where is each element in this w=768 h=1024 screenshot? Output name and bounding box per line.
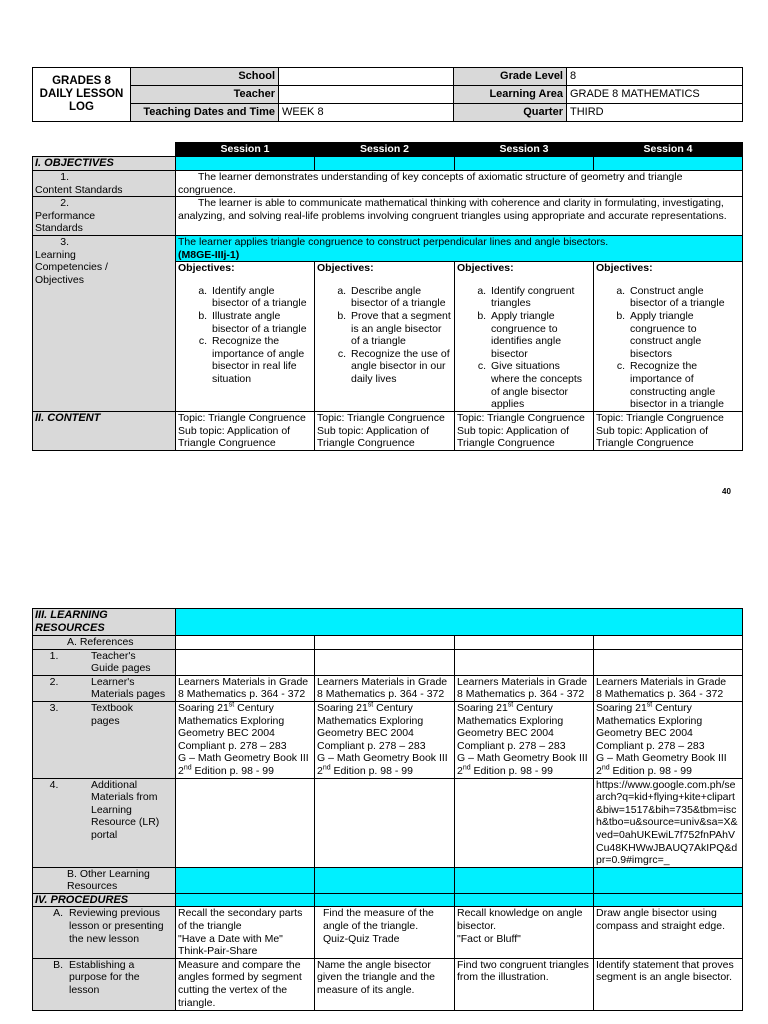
session-3-objectives [455, 262, 594, 412]
textbook-cell: Soaring 21st Century Mathematics Exploring Geometry BEC 2004 Compliant p. 278 – 283 G – Math Geometry Book III 2nd Edition p. 98 - 99 [176, 701, 315, 778]
grades-label: GRADES 8 DAILY LESSON LOG [33, 68, 131, 122]
procedures-cyan-cell [176, 893, 315, 907]
session-2-header: Session 2 [315, 143, 455, 157]
content-standards-label: 1.Content Standards [33, 171, 176, 197]
school-label: School [131, 68, 279, 86]
textbook-cell: Soaring 21st Century Mathematics Exploring Geometry BEC 2004 Compliant p. 278 – 283 G – Math Geometry Book III 2nd Edition p. 98 - 99 [594, 701, 743, 778]
other-resources-cell [176, 867, 315, 893]
session-1-content: Topic: Triangle Congruence Sub topic: Application of Triangle Congruence [176, 412, 315, 451]
teachers-guide-cell [455, 649, 594, 675]
objectives-cyan-cell [315, 157, 455, 171]
competencies-label: 3.Learning Competencies / Objectives [33, 235, 176, 411]
objective-item: a. Describe angle bisector of a triangle [349, 285, 452, 310]
learners-materials-label: 2. Learner's Materials pages [33, 675, 176, 701]
teachers-guide-cell [594, 649, 743, 675]
session-2-content: Topic: Triangle Congruence Sub topic: Application of Triangle Congruence [315, 412, 455, 451]
session-1-objectives [176, 262, 315, 412]
learners-materials-cell: Learners Materials in Grade 8 Mathematics p. 364 - 372 [176, 675, 315, 701]
resources-table [32, 608, 743, 1011]
procedure-a-session-1: Recall the secondary parts of the triangle "Have a Date with Me" Think-Pair-Share [176, 907, 315, 958]
references-cell [455, 636, 594, 650]
objective-item: a. Construct angle bisector of a triangle [628, 285, 740, 310]
teachers-guide-cell [176, 649, 315, 675]
performance-standards-text: The learner is able to communicate mathematical thinking with coherence and clarity in formulating, investigating, analyzing, and solving real-life problems involving congruent triangles using appropriate and accurate representations. [176, 197, 743, 236]
additional-materials-cell [315, 778, 455, 867]
procedure-b-session-1: Measure and compare the angles formed by segment cutting the vertex of the triangle. [176, 958, 315, 1010]
objectives-cyan-cell [455, 157, 594, 171]
learning-area-label: Learning Area [454, 86, 567, 104]
objective-item: b. Apply triangle congruence to construct angle bisectors [628, 310, 740, 360]
objectives-label: Objectives: [457, 262, 514, 275]
procedures-cyan-cell [315, 893, 455, 907]
quarter-label: Quarter [454, 104, 567, 122]
session-3-content: Topic: Triangle Congruence Sub topic: Application of Triangle Congruence [455, 412, 594, 451]
objective-item: b. Apply triangle congruence to identifies angle bisector [489, 310, 591, 360]
objectives-label: Objectives: [317, 262, 374, 275]
quarter-field[interactable]: THIRD [567, 104, 743, 122]
competencies-code: (M8GE-IIIj-1) [178, 248, 240, 261]
procedure-b-session-2: Name the angle bisector given the triangle and the measure of its angle. [315, 958, 455, 1010]
other-resources-cell [594, 867, 743, 893]
session-1-header: Session 1 [176, 143, 315, 157]
teachers-guide-label: 1. Teacher's Guide pages [33, 649, 176, 675]
procedure-b-label: B. Establishing a purpose for the lesson [33, 958, 176, 1010]
references-label: A. References [33, 636, 176, 650]
session-4-header: Session 4 [594, 143, 743, 157]
procedures-cyan-cell [455, 893, 594, 907]
other-resources-cell [315, 867, 455, 893]
objective-item: b. Prove that a segment is an angle bisector of a triangle [349, 310, 452, 348]
learners-materials-cell: Learners Materials in Grade 8 Mathematics p. 364 - 372 [455, 675, 594, 701]
session-2-objectives [315, 262, 455, 412]
session-3-header: Session 3 [455, 143, 594, 157]
session-header-spacer [33, 143, 176, 157]
procedure-a-session-3: Recall knowledge on angle bisector. "Fact or Bluff" [455, 907, 594, 958]
page-number: 40 [722, 487, 731, 496]
teacher-label: Teacher [131, 86, 279, 104]
session-4-objectives [594, 262, 743, 412]
content-heading: II. CONTENT [33, 412, 176, 451]
references-cell [315, 636, 455, 650]
performance-standards-label: 2.Performance Standards [33, 197, 176, 236]
resources-cyan-cell [176, 609, 743, 636]
dates-field[interactable]: WEEK 8 [279, 104, 454, 122]
objective-item: c. Recognize the importance of angle bisector in real life situation [210, 335, 312, 385]
references-cell [176, 636, 315, 650]
objective-item: c. Give situations where the concepts of angle bisector applies [489, 360, 591, 410]
additional-materials-cell [176, 778, 315, 867]
objective-item: a. Identify angle bisector of a triangle [210, 285, 312, 310]
grade-level-label: Grade Level [454, 68, 567, 86]
procedure-a-session-4: Draw angle bisector using compass and straight edge. [594, 907, 743, 958]
procedure-b-session-4: Identify statement that proves segment is an angle bisector. [594, 958, 743, 1010]
teacher-field[interactable] [279, 86, 454, 104]
learners-materials-cell: Learners Materials in Grade 8 Mathematics p. 364 - 372 [315, 675, 455, 701]
objective-item: a. Identify congruent triangles [489, 285, 591, 310]
objective-item: b. Illustrate angle bisector of a triangle [210, 310, 312, 335]
objectives-heading: I. OBJECTIVES [33, 157, 176, 171]
grade-level-field[interactable]: 8 [567, 68, 743, 86]
learners-materials-cell: Learners Materials in Grade 8 Mathematics p. 364 - 372 [594, 675, 743, 701]
dates-label: Teaching Dates and Time [131, 104, 279, 122]
learning-area-field[interactable]: GRADE 8 MATHEMATICS [567, 86, 743, 104]
content-standards-text: The learner demonstrates understanding of key concepts of axiomatic structure of geometry and triangle congruence. [176, 171, 743, 197]
objective-item: c. Recognize the use of angle bisector in our daily lives [349, 348, 452, 386]
objectives-cyan-cell [176, 157, 315, 171]
references-cell [594, 636, 743, 650]
header-table [32, 67, 743, 122]
procedure-a-label: A. Reviewing previous lesson or presenting the new lesson [33, 907, 176, 958]
additional-materials-cell [455, 778, 594, 867]
teachers-guide-cell [315, 649, 455, 675]
textbook-label: 3. Textbook pages [33, 701, 176, 778]
competencies-statement: The learner applies triangle congruence to construct perpendicular lines and angle bisectors. [178, 235, 609, 248]
competencies-text [176, 235, 743, 261]
school-field[interactable] [279, 68, 454, 86]
procedures-cyan-cell [594, 893, 743, 907]
other-resources-cell [455, 867, 594, 893]
procedure-a-session-2: Find the measure of the angle of the triangle. Quiz-Quiz Trade [315, 907, 455, 958]
objectives-table [32, 142, 743, 451]
resources-heading: III. LEARNING RESOURCES [33, 609, 176, 636]
objectives-label: Objectives: [596, 262, 653, 275]
objectives-label: Objectives: [178, 262, 235, 275]
objective-item: c. Recognize the importance of constructing angle bisector in a triangle [628, 360, 740, 410]
textbook-cell: Soaring 21st Century Mathematics Exploring Geometry BEC 2004 Compliant p. 278 – 283 G – Math Geometry Book III 2nd Edition p. 98 - 99 [315, 701, 455, 778]
other-resources-label: B. Other Learning Resources [33, 867, 176, 893]
additional-materials-label: 4. Additional Materials from Learning Resource (LR) portal [33, 778, 176, 867]
procedures-heading: IV. PROCEDURES [33, 893, 176, 907]
objectives-cyan-cell [594, 157, 743, 171]
procedure-b-session-3: Find two congruent triangles from the illustration. [455, 958, 594, 1010]
session-4-content: Topic: Triangle Congruence Sub topic: Application of Triangle Congruence [594, 412, 743, 451]
additional-materials-link[interactable]: https://www.google.com.ph/search?q=kid+flying+kite+clipart&biw=1517&bih=735&tbm=isch&tbo=u&source=univ&sa=X&ved=0ahUKEwiL7f752fnPAhVCu48KHWwJBAUQ7AkIPQ&dpr=0.9#imgrc=_ [594, 778, 743, 867]
textbook-cell: Soaring 21st Century Mathematics Exploring Geometry BEC 2004 Compliant p. 278 – 283 G – Math Geometry Book III 2nd Edition p. 98 - 99 [455, 701, 594, 778]
